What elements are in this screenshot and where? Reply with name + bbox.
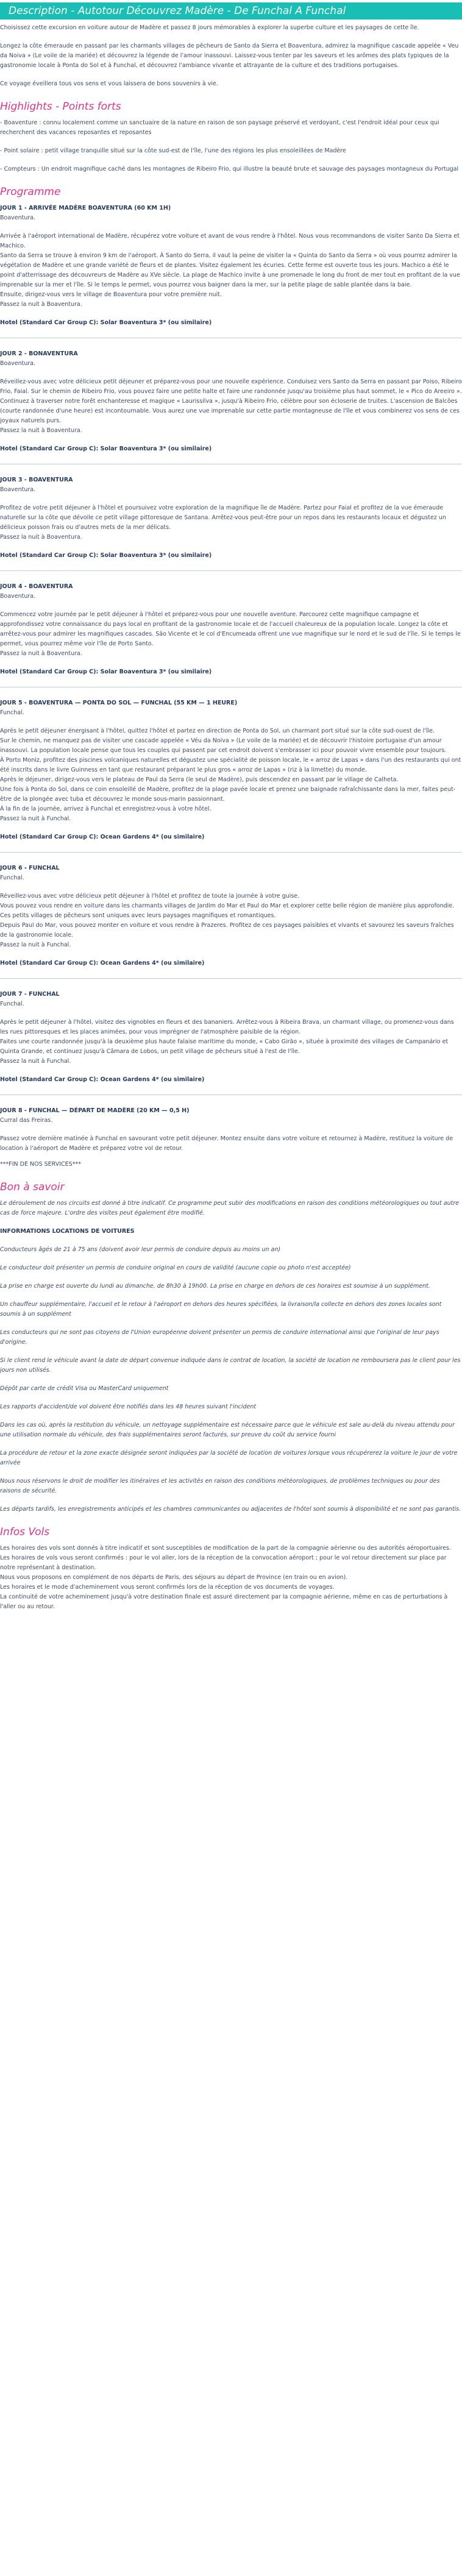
infos-vols-heading: Infos Vols [0,1526,50,1538]
infos-vols-section [0,1544,462,1612]
programme-heading: Programme [0,186,61,198]
page [0,2,462,1612]
day-description: Passez la nuit à Funchal. [0,942,71,948]
day-divider [0,852,462,853]
day-location: Boaventura. [0,593,36,600]
day-location: Boaventura. [0,486,36,493]
info-paragraph: Le déroulement de nos circuits est donné à titre indicatif. Ce programme peut subir des modifications en raison des conditions météorologiques ou tout autre cas de force majeure. L'ordre des visites peut également être modifié. [0,1200,460,1216]
day-block [0,475,462,571]
day-location: Funchal. [0,1001,24,1007]
flight-info-paragraph: Les horaires et le mode d'acheminement vous seront confirmés lors de la réception de vos documents de voyages. [0,1584,335,1591]
day-divider [0,978,462,979]
day-description: Passez la nuit à Funchal. [0,1058,71,1065]
day-description: Profitez de votre petit déjeuner à l'hôtel et poursuivez votre exploration de la magnifique île de Madère. Partez pour Faial et profitez de la vue émeraude naturelle sur la côte que dévoile ce petit village pittoresque de Santana. Arrêtez-vous peut-être pour un repos dans les restaurants locaux et dégustez un délicieux poisson frais ou d'autres mets de la mer délicats. [0,505,446,531]
day-title: JOUR 3 - BOAVENTURA [0,477,73,483]
rental-info-item: Dépôt par carte de crédit Visa ou MasterCard uniquement [0,1385,169,1392]
rental-info-item: La prise en charge est ouverte du lundi au dimanche, de 8h30 à 19h00. La prise en charge en dehors de ces horaires est soumise à un supplément. [0,1283,430,1290]
day-block [0,204,462,338]
day-hotel: Hotel (Standard Car Group C): Solar Boaventura 3* (ou similaire) [0,552,212,559]
day-description: Depuis Paul do Mar, vous pouvez monter en voiture et vous rendre à Prazeres. Profitez de ces paysages paisibles et vivants et savourez les saveurs fraîches de la gastronomie locale. [0,922,454,939]
intro-paragraph: Longez la côte émeraude en passant par les charmants villages de pêcheurs de Santo da Sierra et Boaventura, admirez la magnifique cascade appelée « Veu da Noiva » (Le voile de la mariée) et découvrez la légende de l'amour inassouvi. Laissez-vous tenter par les saveurs et les arômes des plats typiques de la gastronomie locale à Ponta do Sol et à Funchal, et découvrez l'ambiance vivante et attrayante de la culture et des traditions portugaises. [0,43,459,69]
rental-info-item: Le conducteur doit présenter un permis de conduire original en cours de validité (aucune copie ou photo n'est acceptée) [0,1265,351,1271]
end-of-services-note: ***FIN DE NOS SERVICES*** [0,1161,81,1168]
day-block [0,349,462,464]
day-title: JOUR 7 - FUNCHAL [0,991,60,998]
rental-info-item: Dans les cas où, après la restitution du véhicule, un nettoyage supplémentaire est nécessaire parce que le véhicule est sale au-delà du niveau attendu pour une utilisation normale du véhicule, des frais supplémentaires seront facturés, sur preuve du coût du service fourni [0,1422,455,1438]
bon-a-savoir-heading: Bon à savoir [0,1181,65,1193]
rental-info-item: Un chauffeur supplémentaire, l'accueil et le retour à l'aéroport en dehors des heures spécifiées, la livraison/la collecte en dehors des zones locales sont soumis à un supplément [0,1301,442,1318]
rental-info-item: Si le client rend le véhicule avant la date de départ convenue indiquée dans le contrat de location, la société de location ne remboursera pas le client pour les jours non utilisés. [0,1357,461,1374]
highlight-item: - Point solaire : petit village tranquille situé sur la côte sud-est de l'île, l'une des régions les plus ensoleillées de Madère [0,147,346,154]
rental-info-item: Les rapports d'accident/de vol doivent être notifiés dans les 48 heures suivant l'incident [0,1403,257,1410]
day-description: Arrivée à l'aéroport international de Madère, récupérez votre voiture et avant de vous rendre à l'hôtel. Nous vous recommandons de visiter Santo Da Sierra et Machico. [0,233,460,249]
rental-info-item: Les départs tardifs, les enregistrements anticipés et les chambres communicantes ou adjacentes de l'hôtel sont soumis à disponibilité et ne sont pas garantis. [0,1506,461,1513]
rental-info-item: Conducteurs âgés de 21 à 75 ans (doivent avoir leur permis de conduire depuis au moins un an) [0,1246,281,1253]
day-description: Après le petit déjeuner énergisant à l'hôtel, quittez l'hôtel et partez en direction de Ponta do Sol, un charmant port situé sur la côte sud-ouest de l'île. [0,728,435,734]
day-location: Boaventura. [0,215,36,221]
highlight-item: - Compteurs : Un endroit magnifique caché dans les montagnes de Ribeiro Frio, qui illustre la beauté brute et sauvage des paysages montagneux du Portugal [0,166,459,172]
day-description: À la fin de la journée, arrivez à Funchal et enregistrez-vous à votre hôtel. [0,806,211,812]
day-title: JOUR 4 - BOAVENTURA [0,583,73,590]
flight-info-paragraph: Les horaires de vols vous seront confirmés : pour le vol aller, lors de la réception de la convocation aéroport ; pour le vol retour directement sur place par notre représentant à destination. [0,1555,447,1571]
bon-a-savoir-section [0,1199,462,1218]
day-description: Continuez à traverser notre forêt enchanteresse et magique « Laurissilva », jusqu'à Ribeiro Frio, célèbre pour son écloserie de truites. L'ascension de Balcões (courte randonnée d'une heure) est incontournable. Vous aurez une vue imprenable sur cette partie montagneuse de l'île et vous combinerez vos sens de ces joyaux naturels purs. [0,398,460,424]
day-block [0,582,462,687]
day-description: Passez la nuit à Boaventura. [0,650,82,657]
rental-info-item: La procédure de retour et la zone exacte désignée seront indiquées par la société de location de voitures lorsque vous récupérerez la voiture le jour de votre arrivée [0,1450,458,1466]
day-hotel: Hotel (Standard Car Group C): Solar Boaventura 3* (ou similaire) [0,445,212,452]
day-hotel: Hotel (Standard Car Group C): Ocean Gardens 4* (ou similaire) [0,834,205,840]
day-divider [0,570,462,571]
highlights-list [0,118,462,174]
day-block [0,864,462,979]
day-description: Santo da Serra se trouve à environ 9 km de l'aéroport. À Santo do Serra, il vaut la peine de visiter la « Quinta do Santo da Serra » où vous pourrez admirer la végétation de Madère et une grande variété de fleurs et de plantes. Visitez également les écuries. Cette ferme est ouverte tous les jours. Machico a été le point d'atterrissage des découvreurs de Madère au XVe siècle. La plage de Machico invite à une promenade le long du front de mer tout en profitant de la vue imprenable sur la mer et l'île. Si le temps le permet, vous pourrez vous baigner dans la mer, sur la petite plage de sable plantée dans la baie. [0,252,460,288]
day-description: Réveillez-vous avec votre délicieux petit déjeuner à l'hôtel et profitez de toute la journée à votre guise. [0,893,300,899]
day-description: Réveillez-vous avec votre délicieux petit déjeuner et préparez-vous pour une nouvelle expérience. Conduisez vers Santo da Serra en passant par Poiso, Ribeiro Frio, Faial. Sur le chemin de Ribeiro Frio, vous pouvez faire une petite halte et faire une randonnée jusqu'au troisième plus haut sommet, le « Pico do Areeiro ». [0,378,462,395]
day-title: JOUR 2 - BONAVENTURA [0,350,78,357]
day-description: Passez la nuit à Boaventura. [0,534,82,541]
rental-info-item: Les conducteurs qui ne sont pas citoyens de l'Union européenne doivent présenter un permis de conduire international ainsi que l'original de leur pays d'origine. [0,1329,439,1346]
day-location: Curral das Freiras. [0,1117,53,1124]
day-description: Passez la nuit à Boaventura. [0,427,82,434]
flight-info-paragraph: La continuité de votre acheminement jusqu'à votre destination finale est assuré directement par la compagnie aérienne, même en cas de perturbations à l'aller ou au retour. [0,1594,448,1610]
rental-info-list [0,1245,462,1514]
day-description: Ensuite, dirigez-vous vers le village de Boaventura pour votre première nuit. [0,291,222,298]
day-description: Passez la nuit à Boaventura. [0,301,82,308]
day-description: Faites une courte randonnée jusqu'à la deuxième plus haute falaise maritime du monde, « Cabo Girão », située à proximité des villages de Campanário et Quinta Grande, et continuez jusqu'à Câmara de Lobos, un petit village de pêcheurs situé à l'est de l'île. [0,1038,449,1055]
day-description: Après le petit déjeuner à l'hôtel, visitez des vignobles en fleurs et des bananiers. Arrêtez-vous à Ribeira Brava, un charmant village, ou promenez-vous dans les rues pittoresques et les places animées, pour vous imprégner de l'atmosphère paisible de la région. [0,1019,454,1035]
day-description: Vous pouvez vous rendre en voiture dans les charmants villages de Jardim do Mar et Paul do Mar et explorer cette belle région de manière plus approfondie. Ces petits villages de pêcheurs sont uniques avec leurs paysages magnifiques et romantiques. [0,903,455,919]
day-description: Commencez votre journée par le petit déjeuner à l'hôtel et préparez-vous pour une nouvelle aventure. Parcourez cette magnifique campagne et approfondissez votre connaissance du pays local en profitant de la gastronomie locale et de l'accueil chaleureux de la population locale. Longez la côte et arrêtez-vous pour admirer les magnifiques cascades. São Vicente et le col d'Encumeada offrent une vue magnifique sur le nord et le sud de l'île. Si le temps le permet, vous pourrez même voir l'île de Porto Santo. [0,611,461,647]
day-block [0,990,462,1095]
programme-days [0,204,462,1154]
day-block [0,1106,462,1154]
intro-section [0,23,462,89]
day-location: Funchal. [0,875,24,881]
description-content [0,20,462,1612]
day-hotel: Hotel (Standard Car Group C): Ocean Gardens 4* (ou similaire) [0,1076,205,1083]
day-title: JOUR 8 - FUNCHAL — DÉPART DE MADÈRE (20 KM — 0,5 H) [0,1107,190,1114]
flight-info-paragraph: Nous vous proposons en complément de nos départs de Paris, des séjours au départ de Province (en train ou en avion). [0,1574,348,1581]
page-title: Description - Autotour Découvrez Madère - De Funchal A Funchal [0,2,462,20]
day-block [0,698,462,853]
day-description: Après le déjeuner, dirigez-vous vers le plateau de Paul da Serra (le seul de Madère), puis descendez en passant par le village de Calheta. [0,776,399,783]
day-description: Sur le chemin, ne manquez pas de visiter une cascade appelée « Véu da Noiva » (Le voile de la mariée) et de découvrir l'histoire portugaise d'un amour inassouvi. La population locale pense que tous les couples qui passent par cet endroit doivent s'embrasser ici pour pouvoir vivre ensemble pour toujours. [0,737,447,754]
rental-info-heading: INFORMATIONS LOCATIONS DE VOITURES [0,1228,135,1235]
highlight-item: - Boaventure : connu localement comme un sanctuaire de la nature en raison de son paysage préservé et verdoyant, c'est l'endroit idéal pour ceux qui recherchent des vacances reposantes et reposantes [0,119,439,136]
day-location: Boaventura. [0,360,36,367]
day-description: Passez votre dernière matinée à Funchal en savourant votre petit déjeuner. Montez ensuite dans votre voiture et retournez à Madère, restituez la voiture de location à l'aéroport de Madère et préparez votre vol de retour. [0,1135,453,1152]
flight-info-paragraph: Les horaires des vols sont donnés à titre indicatif et sont susceptibles de modification de la part de la compagnie aérienne ou des autorités aéroportuaires. [0,1545,451,1552]
day-description: Passez la nuit à Funchal. [0,815,71,822]
day-title: JOUR 5 - BOAVENTURA — PONTA DO SOL — FUNCHAL (55 KM — 1 HEURE) [0,700,238,706]
intro-paragraph: Choisissez cette excursion en voiture autour de Madère et passez 8 jours mémorables à explorer la superbe culture et les paysages de cette île. [0,24,419,31]
day-description: À Porto Moniz, profitez des piscines volcaniques naturelles et dégustez une spécialité de poisson locale, le « arroz de Lapas » dans l'un des restaurants qui ont été inscrits dans le livre Guinness en tant que restaurant préparant le plus gros « arroz de Lapas » (riz à la limette) du monde. [0,757,461,773]
day-title: JOUR 1 - ARRIVÉE MADÈRE BOAVENTURA (60 KM 1H) [0,205,171,211]
day-description: Une fois à Ponta do Sol, dans ce coin ensoleillé de Madère, profitez de la plage pavée locale et prenez une baignade rafraîchissante dans la mer, faites peut-être de la plongée avec tuba et découvrez le monde sous-marin passionnant. [0,786,456,803]
day-hotel: Hotel (Standard Car Group C): Solar Boaventura 3* (ou similaire) [0,669,212,675]
highlights-heading: Highlights - Points forts [0,101,121,113]
day-location: Funchal. [0,709,24,716]
day-hotel: Hotel (Standard Car Group C): Ocean Gardens 4* (ou similaire) [0,960,205,967]
rental-info-item: Nous nous réservons le droit de modifier les itinéraires et les activités en raison des conditions météorologiques, de problèmes techniques ou pour des raisons de sécurité. [0,1478,440,1494]
day-title: JOUR 6 - FUNCHAL [0,865,60,871]
day-hotel: Hotel (Standard Car Group C): Solar Boaventura 3* (ou similaire) [0,319,212,326]
intro-paragraph: Ce voyage éveillera tous vos sens et vous laissera de bons souvenirs à vie. [0,80,218,87]
